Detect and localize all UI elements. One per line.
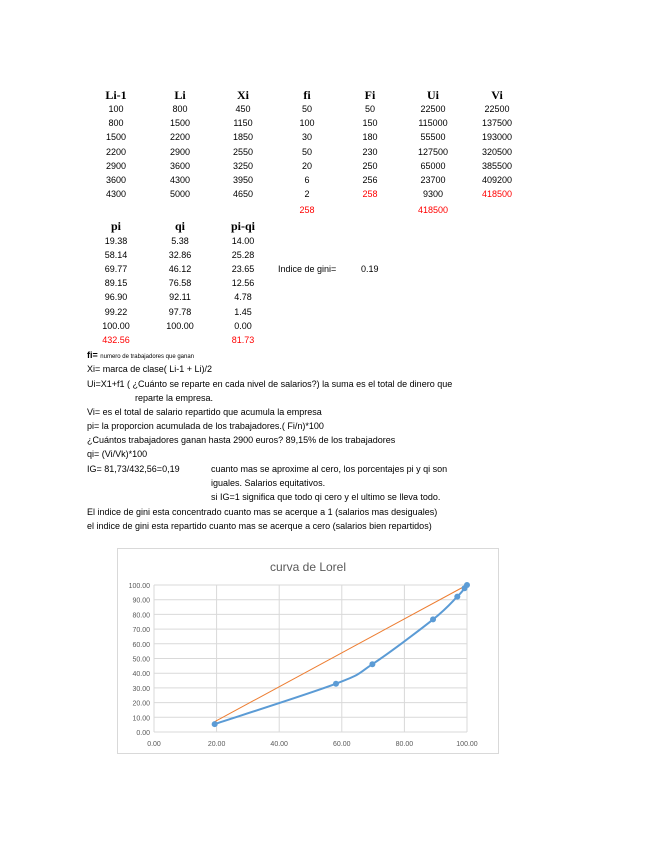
y-tick-label: 80.00 bbox=[132, 612, 150, 620]
table-cell: 3600 bbox=[169, 160, 191, 171]
table-cell: 3950 bbox=[232, 175, 254, 185]
note-qi: qi= (Vi/Vk)*100 bbox=[87, 449, 148, 459]
data-point bbox=[464, 582, 470, 588]
total-pi: 432.56 bbox=[102, 335, 130, 345]
table-cell: 193000 bbox=[481, 132, 513, 143]
table-cell: 3600 bbox=[105, 175, 127, 185]
note-repartido: el indice de gini esta repartido cuanto mas se acerque a cero (salarios bien repartidos) bbox=[87, 521, 432, 531]
table-cell: 100 bbox=[108, 104, 124, 114]
y-tick-label: 70.00 bbox=[132, 627, 150, 635]
chart-title: curva de Lorel bbox=[269, 560, 347, 574]
table-cell: 22500 bbox=[484, 104, 510, 114]
table-cell: 230 bbox=[362, 146, 378, 157]
total-pi-qi: 81.73 bbox=[231, 335, 255, 345]
y-tick-label: 90.00 bbox=[132, 597, 150, 605]
y-tick-label: 20.00 bbox=[132, 700, 150, 708]
table-cell: 100 bbox=[299, 118, 315, 129]
table-cell: 32.86 bbox=[168, 250, 192, 261]
total-fi: 258 bbox=[299, 205, 315, 215]
table-cell: 2 bbox=[304, 189, 310, 200]
table-cell: 2900 bbox=[105, 160, 127, 171]
table-cell: 2550 bbox=[232, 146, 254, 157]
y-tick-label: 30.00 bbox=[132, 685, 150, 693]
y-tick-label: 100.00 bbox=[128, 583, 150, 590]
note-fi-text: numero de trabajadores que ganan bbox=[100, 354, 195, 360]
table-cell: 100.00 bbox=[166, 320, 194, 331]
table-cell: 96.90 bbox=[104, 292, 128, 303]
data-point bbox=[369, 661, 375, 667]
note-fi-prefix: fi= bbox=[87, 350, 98, 360]
table-cell: 4.78 bbox=[234, 292, 252, 303]
table-cell: 1.45 bbox=[234, 306, 252, 317]
note-question: ¿Cuántos trabajadores ganan hasta 2900 euros? 89,15% de los trabajadores bbox=[87, 435, 396, 445]
table-cell: 9300 bbox=[422, 189, 444, 200]
column-header: Fi bbox=[364, 88, 376, 102]
table-cell: 19.38 bbox=[104, 236, 128, 246]
table-cell: 97.78 bbox=[168, 306, 192, 317]
table-cell: 1500 bbox=[169, 118, 191, 129]
table-cell: 2200 bbox=[105, 146, 127, 157]
data-point bbox=[454, 594, 460, 600]
table-cell: 58.14 bbox=[104, 250, 128, 261]
column-header: Xi bbox=[237, 88, 249, 102]
table-cell: 23.65 bbox=[231, 264, 255, 275]
table-cell: 50 bbox=[364, 104, 376, 114]
table-cell: 92.11 bbox=[169, 292, 191, 303]
table-cell: 14.00 bbox=[231, 236, 255, 246]
table-cell: 115000 bbox=[418, 118, 448, 129]
table-cell: 50 bbox=[301, 104, 313, 114]
table-cell: 418500 bbox=[481, 189, 513, 200]
x-tick-label: 60.00 bbox=[333, 741, 351, 748]
x-tick-label: 40.00 bbox=[270, 741, 288, 748]
table-cell: 409200 bbox=[481, 175, 513, 185]
y-tick-label: 50.00 bbox=[132, 656, 150, 664]
table-cell: 180 bbox=[362, 132, 378, 143]
column-header: fi bbox=[303, 88, 311, 102]
table-cell: 100.00 bbox=[102, 320, 130, 331]
table-cell: 22500 bbox=[420, 104, 446, 114]
table-cell: 6 bbox=[304, 175, 310, 185]
table-cell: 150 bbox=[362, 118, 378, 129]
table-cell: 3250 bbox=[232, 160, 254, 171]
table-cell: 76.58 bbox=[168, 278, 192, 289]
table-cell: 1150 bbox=[233, 118, 253, 129]
note-ui: Ui=X1+f1 ( ¿Cuánto se reparte en cada nivel de salarios?) la suma es el total de dinero que bbox=[87, 379, 453, 389]
data-point bbox=[430, 616, 436, 622]
table-cell: 5000 bbox=[169, 189, 191, 200]
total-ui: 418500 bbox=[417, 205, 449, 215]
note-xi: Xi= marca de clase( Li-1 + Li)/2 bbox=[87, 364, 213, 374]
y-tick-label: 0.00 bbox=[136, 730, 150, 737]
y-tick-label: 60.00 bbox=[132, 641, 150, 649]
table-cell: 1500 bbox=[105, 132, 127, 143]
table-cell: 65000 bbox=[420, 160, 446, 171]
x-tick-label: 0.00 bbox=[147, 741, 161, 748]
table-cell: 0.00 bbox=[234, 320, 252, 331]
table-cell: 800 bbox=[108, 118, 124, 129]
note-ig-expl1: cuanto mas se aproxime al cero, los porcentajes pi y qi son bbox=[211, 464, 448, 474]
column-header: pi bbox=[110, 219, 122, 233]
table-cell: 450 bbox=[235, 104, 251, 114]
table-cell: 800 bbox=[172, 104, 188, 114]
x-tick-label: 80.00 bbox=[395, 741, 414, 748]
data-point bbox=[333, 681, 339, 687]
table-cell: 50 bbox=[301, 146, 313, 157]
x-tick-label: 20.00 bbox=[207, 741, 226, 748]
note-pi: pi= la proporcion acumulada de los trabajadores.( Fi/n)*100 bbox=[87, 421, 324, 431]
table-cell: 320500 bbox=[481, 146, 513, 157]
table-cell: 4300 bbox=[105, 189, 127, 200]
table-cell: 2200 bbox=[169, 132, 191, 143]
equality-line bbox=[215, 585, 467, 722]
note-ig: IG= 81,73/432,56=0,19 bbox=[87, 464, 180, 474]
note-ig-expl3: si IG=1 significa que todo qi cero y el ultimo se lleva todo. bbox=[211, 492, 441, 502]
table-cell: 99.22 bbox=[104, 306, 128, 317]
column-header: Vi bbox=[491, 88, 503, 102]
table-cell: 69.77 bbox=[104, 264, 128, 275]
table-cell: 23700 bbox=[420, 175, 446, 185]
lorenz-chart bbox=[117, 548, 499, 754]
table-cell: 20 bbox=[301, 160, 313, 171]
table-cell: 46.12 bbox=[168, 264, 192, 275]
table-cell: 258 bbox=[362, 189, 378, 200]
table-cell: 4300 bbox=[169, 175, 191, 185]
table-cell: 4650 bbox=[232, 189, 254, 200]
column-header: Li-1 bbox=[105, 88, 127, 102]
column-header: pi-qi bbox=[230, 219, 256, 233]
table-cell: 250 bbox=[362, 160, 378, 171]
table-cell: 137500 bbox=[481, 118, 513, 129]
y-tick-label: 40.00 bbox=[132, 671, 150, 679]
y-tick-label: 10.00 bbox=[132, 715, 150, 723]
table-cell: 127500 bbox=[417, 146, 449, 157]
note-vi: Vi= es el total de salario repartido que acumula la empresa bbox=[87, 407, 322, 417]
gini-label: Indice de gini= bbox=[278, 264, 337, 274]
table-cell: 256 bbox=[362, 175, 378, 185]
table-cell: 55500 bbox=[420, 132, 446, 143]
table-cell: 12.56 bbox=[231, 278, 255, 289]
table-cell: 89.15 bbox=[104, 278, 128, 289]
table-cell: 5.38 bbox=[171, 236, 189, 246]
note-fi bbox=[87, 350, 194, 360]
note-ig-expl2: iguales. Salarios equitativos. bbox=[211, 478, 326, 488]
note-ui-cont: reparte la empresa. bbox=[135, 393, 214, 403]
column-header: qi bbox=[174, 219, 186, 233]
x-tick-label: 100.00 bbox=[456, 741, 478, 748]
column-header: Li bbox=[174, 88, 186, 102]
table-cell: 385500 bbox=[481, 160, 513, 171]
chart-svg bbox=[118, 549, 498, 753]
gini-value: 0.19 bbox=[361, 264, 379, 274]
note-concentrado: El indice de gini esta concentrado cuanto mas se acerque a 1 (salarios mas desiguales) bbox=[87, 507, 438, 517]
table-cell: 30 bbox=[301, 132, 313, 143]
column-header: Ui bbox=[427, 88, 439, 102]
table-cell: 1850 bbox=[232, 132, 254, 143]
table-cell: 25.28 bbox=[231, 250, 255, 261]
data-point bbox=[212, 721, 218, 727]
table-cell: 2900 bbox=[169, 146, 191, 157]
